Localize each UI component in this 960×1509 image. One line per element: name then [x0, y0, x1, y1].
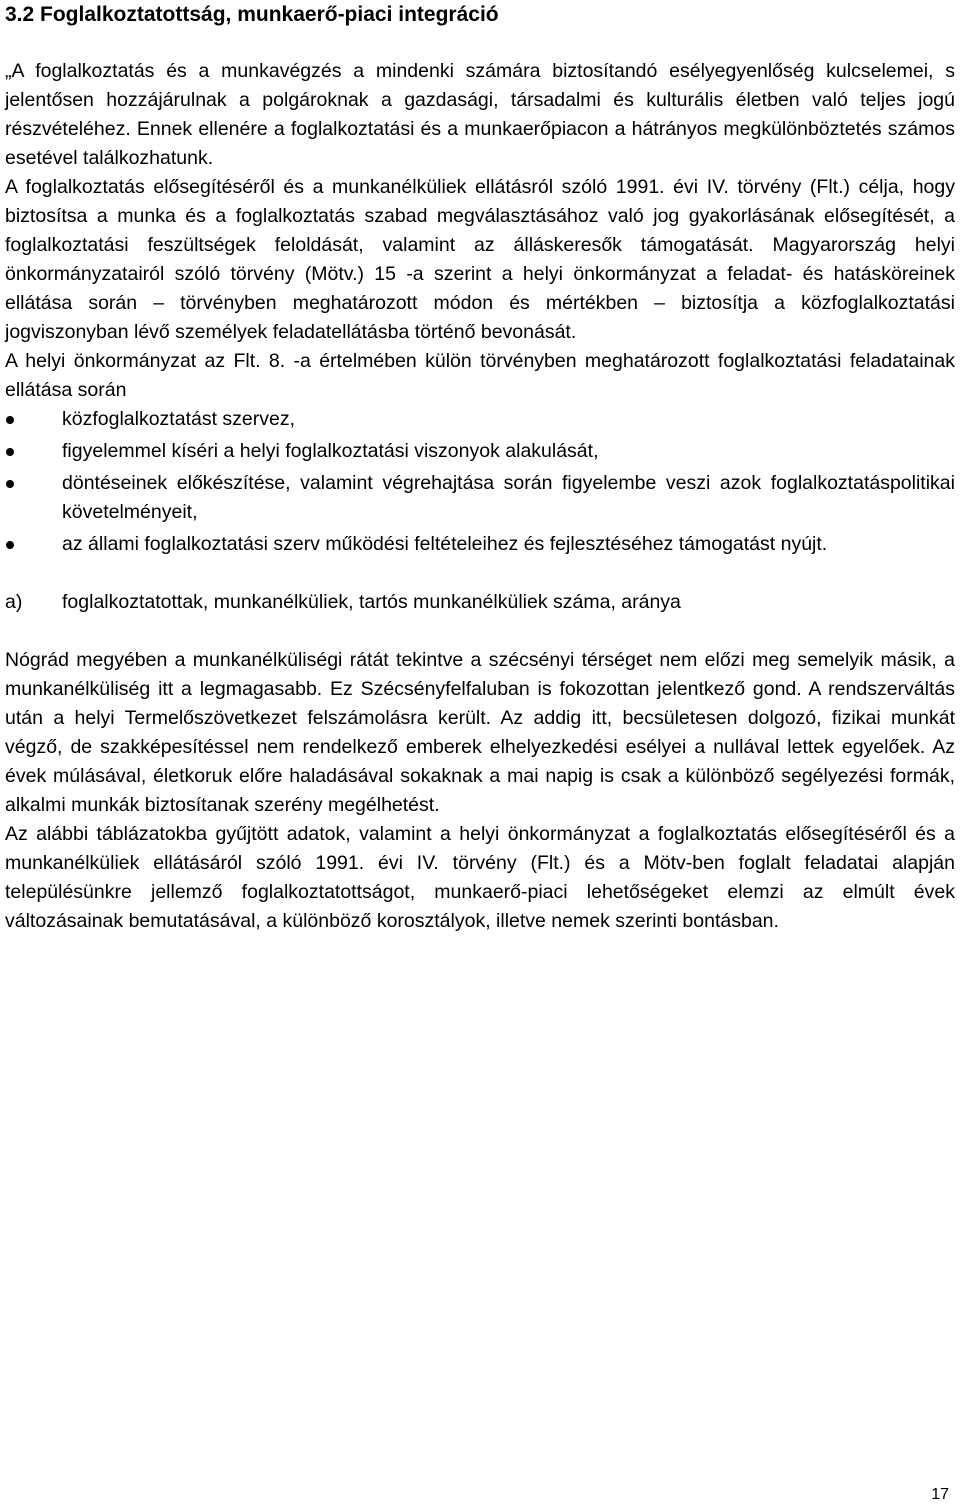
bullet-icon — [6, 448, 14, 456]
flt-paragraph: A foglalkoztatás elősegítéséről és a munkanélküliek ellátásról szóló 1991. évi IV. törvény (Flt.) célja, hogy biztosítsa a munka és a foglalkoztatás szabad megválasztásához való jog gyakorlásának elősegítését, a foglalkoztatási feszültségek feloldását, valamint az álláskeresők támogatását. Magyarország helyi önkormányzatairól szóló törvény (Mötv.) 15 -a szerint a helyi önkormányzat a feladat- és hatásköreinek ellátása során – törvényben meghatározott módon és mértékben – biztosítja a közfoglalkoztatási jogviszonyban lévő személyek feladatellátásba történő bevonását. — [5, 176, 955, 343]
list-item — [5, 530, 955, 559]
document-page — [5, 0, 955, 936]
spacer — [5, 36, 955, 57]
tasks-bullet-list — [5, 405, 955, 559]
list-item-text: az állami foglalkoztatási szerv működési feltételeihez és fejlesztéséhez támogatást nyújt. — [62, 533, 828, 555]
bullet-icon — [6, 480, 14, 488]
spacer — [5, 617, 955, 646]
list-item-text: figyelemmel kíséri a helyi foglalkoztatási viszonyok alakulását, — [62, 440, 599, 462]
municipality-tasks-paragraph: A helyi önkormányzat az Flt. 8. -a értelmében külön törvényben meghatározott foglalkoztatási feladatainak ellátása során — [5, 350, 955, 401]
page-number: 17 — [931, 1486, 949, 1503]
subsection-marker: a) — [5, 591, 23, 613]
list-item — [5, 405, 955, 434]
subsection-title: foglalkoztatottak, munkanélküliek, tartós munkanélküliek száma, aránya — [62, 591, 681, 613]
section-heading: 3.2 Foglalkoztatottság, munkaerő-piaci integráció — [5, 3, 499, 26]
tables-intro-paragraph: Az alábbi táblázatokba gyűjtött adatok, valamint a helyi önkormányzat a foglalkoztatás elősegítéséről és a munkanélküliek ellátásáról szóló 1991. évi IV. törvény (Flt.) és a Mötv-ben foglalt feladatai alapján településünkre jellemző foglalkoztatottságot, munkaerő-piaci lehetőségeket elemzi az elmúlt évek változásainak bemutatásával, a különböző korosztályok, illetve nemek szerinti bontásban. — [5, 823, 955, 932]
bullet-icon — [6, 416, 14, 424]
spacer — [5, 559, 955, 588]
list-item — [5, 469, 955, 527]
list-item — [5, 437, 955, 466]
unemployment-paragraph: Nógrád megyében a munkanélküliségi rátát tekintve a szécsényi térséget nem előzi meg semelyik másik, a munkanélküliség itt a legmagasabb. Ez Szécsényfelfaluban is fokozottan jelentkező gond. A rendszerváltás után a helyi Termelőszövetkezet felszámolásra került. Az addig itt, becsületesen dolgozó, fizikai munkát végző, de szakképesítéssel nem rendelkező emberek elhelyezkedési esélyei a nullával lettek egyelőek. Az évek múlásával, életkoruk előre haladásával sokaknak a mai napig is csak a különböző segélyezési formák, alkalmi munkák biztosítanak szerény megélhetést. — [5, 649, 955, 816]
subsection-a — [5, 588, 955, 617]
list-item-text: közfoglalkoztatást szervez, — [62, 408, 296, 430]
intro-paragraph: „A foglalkoztatás és a munkavégzés a mindenki számára biztosítandó esélyegyenlőség kulcselemei, s jelentősen hozzájárulnak a polgároknak a gazdasági, társadalmi és kulturális életben való teljes jogú részvételéhez. Ennek ellenére a foglalkoztatási és a munkaerőpiacon a hátrányos megkülönböztetés számos esetével találkozhatunk. — [5, 60, 955, 169]
bullet-icon — [6, 541, 14, 549]
list-item-text: döntéseinek előkészítése, valamint végrehajtása során figyelembe veszi azok foglalkoztatáspolitikai követelményeit, — [62, 472, 955, 523]
